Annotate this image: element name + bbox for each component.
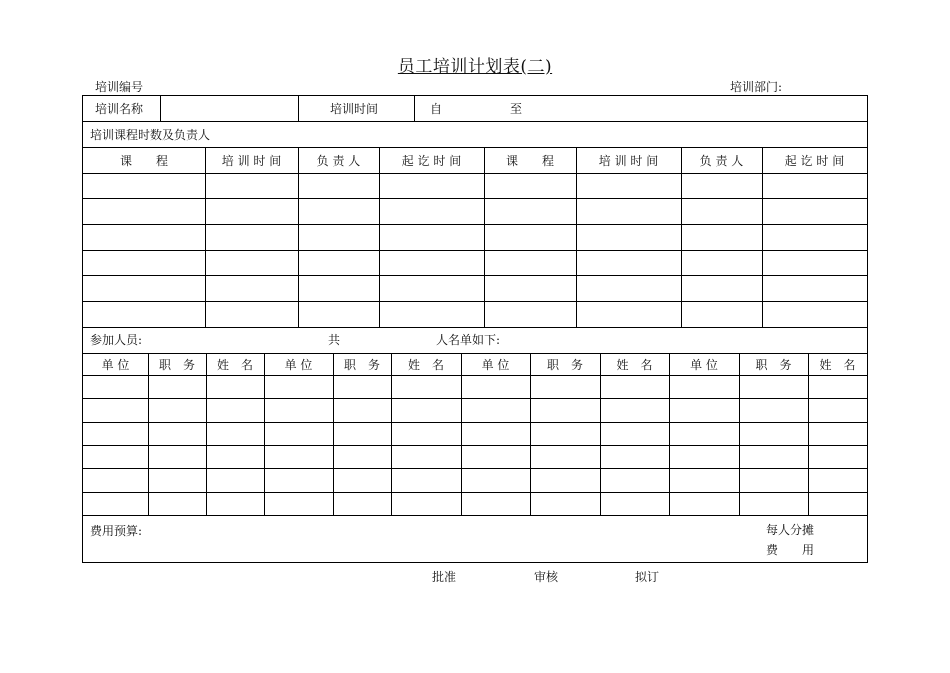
row-divider — [83, 275, 867, 276]
header-position: 职 务 — [158, 358, 195, 372]
column-divider — [264, 353, 265, 515]
draft-label: 拟订 — [635, 570, 660, 584]
training-department-label: 培训部门: — [730, 80, 783, 94]
header-course: 课 程 — [505, 154, 554, 168]
header-training-time: 培 训 时 间 — [221, 154, 282, 168]
column-divider — [808, 353, 809, 515]
row-divider — [83, 422, 867, 423]
training-plan-form — [82, 95, 868, 563]
header-name: 姓 名 — [216, 358, 253, 372]
column-divider — [739, 353, 740, 515]
training-code-label: 培训编号 — [95, 80, 144, 94]
column-divider — [600, 353, 601, 515]
column-divider — [669, 353, 670, 515]
row-divider — [83, 327, 867, 328]
header-responsible: 负 责 人 — [316, 154, 361, 168]
column-divider — [148, 353, 149, 515]
header-unit: 单 位 — [101, 358, 130, 372]
row-divider — [83, 515, 867, 516]
header-course: 课 程 — [119, 154, 168, 168]
column-divider — [391, 353, 392, 515]
per-person-label-1: 每人分摊 — [766, 523, 815, 537]
column-divider — [414, 96, 415, 121]
header-unit: 单 位 — [690, 358, 718, 372]
row-divider — [83, 224, 867, 225]
column-divider — [205, 147, 206, 327]
row-divider — [83, 468, 867, 469]
column-divider — [379, 147, 380, 327]
header-unit: 单 位 — [481, 358, 510, 372]
row-divider — [83, 121, 867, 122]
course-section-label: 培训课程时数及负责人 — [90, 128, 211, 142]
row-divider — [83, 445, 867, 446]
header-name: 姓 名 — [407, 358, 444, 372]
form-title: 员工培训计划表(二) — [397, 57, 553, 77]
participants-total-label: 共 — [328, 333, 341, 347]
approve-label: 批准 — [432, 570, 457, 584]
to-label: 至 — [510, 102, 523, 116]
training-name-label: 培训名称 — [95, 102, 144, 116]
column-divider — [298, 147, 299, 327]
header-position: 职 务 — [343, 358, 380, 372]
row-divider — [83, 198, 867, 199]
header-position: 职 务 — [755, 358, 792, 372]
column-divider — [762, 147, 763, 327]
header-name: 姓 名 — [616, 358, 653, 372]
header-position: 职 务 — [546, 358, 583, 372]
column-divider — [484, 147, 485, 327]
participants-label: 参加人员: — [90, 333, 143, 347]
column-divider — [333, 353, 334, 515]
row-divider — [83, 250, 867, 251]
row-divider — [83, 375, 867, 376]
training-time-label: 培训时间 — [330, 102, 379, 116]
row-divider — [83, 147, 867, 148]
column-divider — [461, 353, 462, 515]
header-training-time: 培 训 时 间 — [598, 154, 659, 168]
review-label: 审核 — [534, 570, 559, 584]
row-divider — [83, 173, 867, 174]
per-person-label-2: 费 用 — [766, 543, 815, 557]
header-period: 起 讫 时 间 — [401, 154, 462, 168]
participants-list-label: 人名单如下: — [436, 333, 501, 347]
from-label: 自 — [430, 102, 443, 116]
header-name: 姓 名 — [819, 358, 856, 372]
row-divider — [83, 301, 867, 302]
column-divider — [576, 147, 577, 327]
column-divider — [206, 353, 207, 515]
column-divider — [681, 147, 682, 327]
row-divider — [83, 398, 867, 399]
header-period: 起 讫 时 间 — [784, 154, 845, 168]
header-responsible: 负 责 人 — [699, 154, 744, 168]
column-divider — [298, 96, 299, 121]
row-divider — [83, 353, 867, 354]
header-unit: 单 位 — [284, 358, 313, 372]
column-divider — [160, 96, 161, 121]
budget-label: 费用预算: — [90, 524, 143, 538]
row-divider — [83, 492, 867, 493]
column-divider — [530, 353, 531, 515]
